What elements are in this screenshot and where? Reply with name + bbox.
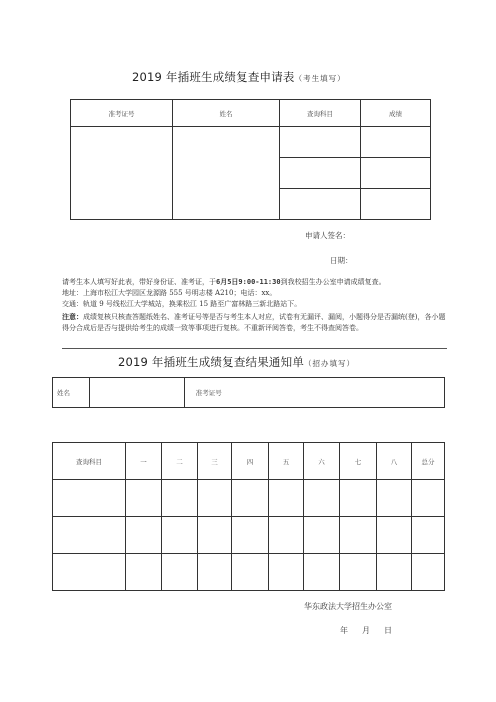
col-header-total: 总分 — [412, 443, 445, 480]
score-cell[interactable] — [412, 517, 445, 554]
col-header: 七 — [340, 443, 377, 480]
score-cell[interactable] — [340, 480, 377, 517]
score-cell[interactable] — [377, 554, 412, 591]
form1-header-name: 姓名 — [173, 100, 280, 127]
col-header: 六 — [304, 443, 340, 480]
col-header: 三 — [198, 443, 232, 480]
score-row — [53, 554, 445, 591]
score-cell[interactable] — [340, 517, 377, 554]
score-cell[interactable] — [340, 554, 377, 591]
score-cell[interactable] — [304, 517, 340, 554]
date-label: 日期： — [330, 256, 353, 265]
score-cell[interactable] — [377, 517, 412, 554]
score-cell[interactable] — [53, 554, 126, 591]
score-cell[interactable] — [198, 517, 232, 554]
score-row — [53, 480, 445, 517]
col-header: 四 — [232, 443, 269, 480]
form2-name-cell[interactable] — [90, 378, 185, 408]
score-cell[interactable] — [412, 554, 445, 591]
form1-header-subject: 查询科目 — [280, 100, 361, 127]
col-header: 一 — [126, 443, 162, 480]
score-cell[interactable] — [232, 554, 269, 591]
score-cell[interactable] — [412, 480, 445, 517]
score-cell[interactable] — [304, 554, 340, 591]
form2-subject-label: 查询科目 — [53, 443, 126, 480]
traffic-line: 交通：轨道 9 号线松江大学城站，换乘松江 15 路至广富林路三新北路站下。 — [62, 300, 302, 309]
date-year: 年 — [340, 626, 348, 635]
form1-ticket-cell[interactable] — [71, 127, 173, 220]
score-cell[interactable] — [232, 517, 269, 554]
form1-subject-cell[interactable] — [280, 158, 361, 189]
score-cell[interactable] — [377, 480, 412, 517]
form1-subject-cell[interactable] — [280, 127, 361, 158]
col-header: 八 — [377, 443, 412, 480]
address-line: 地址：上海市松江大学园区龙源路 555 号明志楼 A210；电话：xx。 — [62, 289, 277, 298]
form1-score-cell[interactable] — [361, 189, 431, 220]
score-cell[interactable] — [53, 517, 126, 554]
form1-name-cell[interactable] — [173, 127, 280, 220]
score-cell[interactable] — [162, 517, 198, 554]
instructions — [62, 277, 450, 334]
date-line — [340, 625, 392, 636]
score-cell[interactable] — [126, 480, 162, 517]
score-cell[interactable] — [198, 480, 232, 517]
form2-subtitle: （招办填写） — [304, 359, 356, 368]
date-day: 日 — [384, 626, 392, 635]
date-month: 月 — [362, 626, 370, 635]
col-header: 五 — [269, 443, 304, 480]
form1-subject-cell[interactable] — [280, 189, 361, 220]
form1-title-text: 2019 年插班生成绩复查申请表 — [132, 70, 295, 84]
form2-top-table — [52, 377, 445, 408]
office-name: 华东政法大学招生办公室 — [304, 602, 392, 611]
deadline-text: 6月5日9:00-11:30 — [216, 278, 281, 286]
form1-header-ticket: 准考证号 — [71, 100, 173, 127]
instruction-para: 请考生本人填写好此表，带好身份证、准考证，于6月5日9:00-11:30到我校招生办公室申请成绩复查。 — [62, 278, 386, 286]
note-para: 注意：成绩复核只核查答题纸姓名、准考证号等是否与考生本人对应，试卷有无漏评、漏阅，小题得分是否漏统(登)，各小题得分合成后是否与提供给考生的成绩一致等事项进行复核。不重新评阅答卷，考生不得查阅答卷。 — [62, 311, 446, 332]
score-cell[interactable] — [126, 517, 162, 554]
col-header: 二 — [162, 443, 198, 480]
form2-title — [118, 354, 355, 370]
score-row — [53, 517, 445, 554]
form1-title — [132, 69, 346, 85]
form2-title-text: 2019 年插班生成绩复查结果通知单 — [118, 355, 305, 369]
score-cell[interactable] — [126, 554, 162, 591]
score-cell[interactable] — [269, 517, 304, 554]
form1-score-cell[interactable] — [361, 127, 431, 158]
score-cell[interactable] — [269, 480, 304, 517]
score-cell[interactable] — [304, 480, 340, 517]
form1-table — [70, 99, 431, 220]
form1-header-score: 成绩 — [361, 100, 431, 127]
score-cell[interactable] — [53, 480, 126, 517]
score-cell[interactable] — [232, 480, 269, 517]
form1-score-cell[interactable] — [361, 158, 431, 189]
note-label: 注意： — [62, 311, 83, 321]
form2-name-label: 姓名 — [53, 378, 90, 408]
score-cell[interactable] — [269, 554, 304, 591]
score-cell[interactable] — [162, 480, 198, 517]
score-cell[interactable] — [198, 554, 232, 591]
form1-subtitle: （考生填写） — [294, 74, 346, 83]
form2-score-table — [52, 442, 445, 591]
form2-ticket-cell[interactable] — [233, 378, 445, 408]
score-cell[interactable] — [162, 554, 198, 591]
divider — [62, 348, 447, 349]
signature-label: 申请人签名： — [305, 231, 350, 240]
form2-ticket-label: 准考证号 — [185, 378, 233, 408]
